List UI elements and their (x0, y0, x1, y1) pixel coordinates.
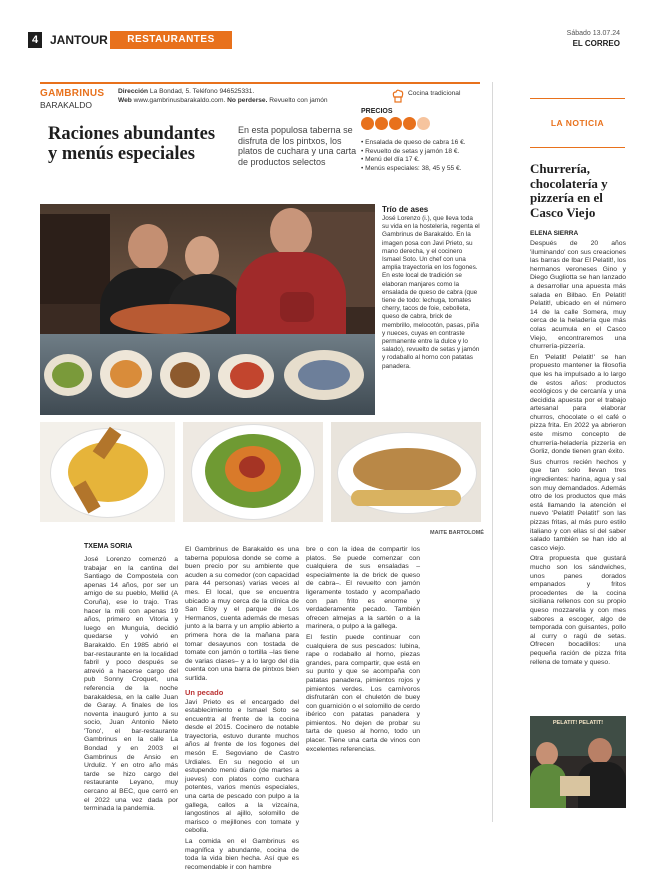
dish-photo-fish (331, 422, 481, 522)
issue-date: Sábado 13.07.24 (566, 30, 620, 37)
price-item: • Menús especiales: 38, 45 y 55 €. (361, 164, 462, 172)
caption-text: José Lorenzo (i.), que lleva toda su vida en la hostelería, regenta el Gambrinus de Barakaldo. En la imagen posa con Javi Prieto, su mano derecha, y el cocinero Ismael Soto. Un chef con una amplia trayectoria en los fogones. En este local de tradición se elaboran manjares como la ensalada de queso de cabra (que tiene de todo: lechuga, tomates cherry, tacos de foie, cebolleta, queso de cabra, brick de membrillo, melocotón, pasas, piña y nueces, cuyas en contraste permanente entre la dulce y lo salado), revuelto de setas y jamón y rodaballo al horno con patatas panadera. (382, 215, 480, 370)
main-photo (40, 204, 375, 415)
price-item: • Menú del día 17 €. (361, 156, 420, 163)
paragraph: Javi Prieto es el encargado del establecimiento e Ismael Soto se encuentra al frente de la cocina desde el 2015. Cocinero de notable trayectoria, estuvo durante muchos años al frente de los fogones del mesón E. Segoviano de Castro Urdiales. En su negocio el un estupendo menú diario (de martes a jueves) con platos como cuchara potentes, varios menús especiales, una carta de pescado con pulpo a la gallega, callos a la vizcaína, langostinos al ajillo, solomillo de marisco o mejillones con tomate y cebolla. (185, 698, 299, 835)
web-value[interactable]: www.gambrinusbarakaldo.com. (133, 97, 226, 104)
sidebar-body (530, 240, 626, 669)
section-title: JANTOUR (50, 33, 108, 47)
paragraph: La comida en el Gambrinus es magnífica y abundante, cocina de toda la vida bien hecha. Así que es recomendable ir con hambre (185, 838, 299, 871)
price-rating (361, 117, 481, 135)
euro-coin-icon (375, 117, 388, 130)
subheading: Un pecado (185, 687, 224, 697)
article-column-3 (306, 546, 420, 756)
section-tag: RESTAURANTES (110, 31, 232, 49)
paragraph: En 'Pelatit! Pelatit!' se han propuesto mantener la filosofía que les ha impulsado a lo largo de estos años: productos ecológicos y de cercanía y una decidida apuesta por el trabajo artesanal para elaborar churros, chocolate o el café o pizza frita. En 2022 ya abrieron este mismo concepto de churrería-heladería pizzería en Gorliz, donde tienen gran éxito. (530, 353, 626, 456)
address-value: La Bondad, 5. Teléfono 946525331. (149, 88, 255, 95)
chef-hat-icon (392, 89, 404, 105)
price-item: • Ensalada de queso de cabra 16 €. (361, 139, 466, 146)
sidebar-byline: ELENA SIERRA (530, 230, 579, 237)
sidebar-photo (530, 716, 626, 808)
paragraph: Otra propuesta que gustará mucho son los sándwiches, unos panes dorados empanados y fritos procedentes de la cocina siciliana rellenos con su propio queso mozzarella y con mes sabores a escoger, algo de temporada con guisantes, pollo al curry o ragú de setas. Ofrecen bocadillos: una pequeña ración de pizza frita rellena de tomate y queso. (530, 555, 626, 666)
prices-box (361, 108, 481, 173)
sidebar-label-box (530, 98, 625, 148)
paragraph: Después de 20 años 'iluminando' con sus creaciones las barras de Ibar El Pelatit!, los hermanos veroneses Gino y Diego Gugliotta se han lanzado a desarrollar una apuesta más salada en Bilbao. En Pelatit! Pelatit!, ubicado en el número 14 de la calle Somera, muy cerca de la heladería que más colas acumula en el Casco Viejo, encontraremos una churrería-pizzería. (530, 240, 626, 351)
prices-label: PRECIOS (361, 108, 393, 115)
byline: TXEMA SORIA (84, 543, 133, 550)
paragraph: El festín puede continuar con cualquiera de sus pescados: lubina, rape o rodaballo al horno, piezas grandes, para compartir, que está en su punto y que se acompaña con patatas panadera, pimientos rojos y pimientos verdes. Los carnívoros disfrutarán con el chuletón de buey con guarnición o el solomillo de cerdo ibérico con patatas panadera y pimientos. No dejen de probar su tarta de queso al horno, todo un placer. Tiene una carta de vinos con excelentes referencias. (306, 633, 420, 753)
web-label: Web (118, 97, 132, 104)
dish-photo-revuelto (40, 422, 175, 522)
deck: En esta populosa taberna se disfruta de los pintxos, los platos de cuchara y una carta de productos selectos (238, 125, 357, 167)
cuisine-type: Cocina tradicional (408, 90, 461, 97)
euro-coin-icon (361, 117, 374, 130)
paragraph: bre o con la idea de compartir los platos. Se puede comenzar con cualquiera de sus ensaladas –especialmente la de brick de queso de cabra–. El revuelto con jamón ligeramente tostado y acompañado con pan frito es enorme y verdaderamente pecado. También ofrecen almejas a la sartén o a la marinera, o pulpo a la gallega. (306, 546, 420, 631)
address-label: Dirección (118, 88, 149, 95)
restaurant-name: GAMBRINUS (40, 88, 105, 99)
headline: Raciones abundantes y menús especiales (48, 124, 216, 164)
paragraph: Sus churros recién hechos y que tan solo llevan tres ingredientes: harina, agua y sal son muy demandados. Además otro de los productos que más está llamando la atención el nuevo 'Pelatit! Pelatit!' son las pizzas fritas, al más puro estilo italiano y con ellas sí del saber salado también se han ido al casco viejo. (530, 458, 626, 552)
sidebar-rule (492, 82, 493, 822)
article-column-2 (185, 546, 299, 874)
paragraph: José Lorenzo comenzó a trabajar en la cantina del Santiago de Compostela con apenas 14 años, por ser un amigo de su pueblo, Mellid (A Coruña), ese lo trajo. Tras hacer la mili con apenas 19 años, primero en Vitoria y luego en Munguía, decidió quedarse y volvió en Barakaldo. En 1985 abrió el bar-restaurante en la localidad fabril y poco después se atrevió a hacerse cargo del pub Sonny Croquet, una referencia de la noche barakaldesa, en la calle Juan de Garay. A finales de los noventa inauguró junto a su socio, Juan Antonio Nieto 'Tono', el bar-restaurante Gambrinus en la calle La Bondad y en 2003 el Gambrinus de Ansio en Urduliz. Y en otro año más tarde se hizo cargo del restaurante Leyano, muy cercano al BEC, que cerró en el 2022 una vez dada por terminada la pandemia. (84, 556, 178, 813)
article-column-1 (84, 556, 178, 816)
restaurant-city: BARAKALDO (40, 100, 92, 110)
page-number: 4 (28, 32, 42, 48)
sidebar-label: LA NOTICIA (550, 118, 605, 128)
tip-label: No perderse. (227, 97, 268, 104)
web-line (118, 97, 378, 106)
photo-caption (382, 205, 480, 371)
price-item: • Revuelto de setas y jamón 18 €. (361, 147, 460, 155)
shop-sign: PELATIT! PELATIT! (552, 720, 604, 726)
euro-coin-icon (417, 117, 430, 130)
paragraph: El Gambrinus de Barakaldo es una taberna populosa donde se come a buen precio por su ambiente que acuden a su comedor (con capacidad para 44 personas) varias veces al mes. El local, que se encuentra ubicado a muy cerca de la clínica de San Eloy y el parque de Los Hermanos, cuenta además de mesas junto a la barra y un amplio abierto a primera hora de la mañana para tomar desayunos con tostada de tomate con jamón o tortilla –las tiene de varias clases– y a lo largo del día cuenta con una barra de pintxos bien surtida. (185, 546, 299, 682)
caption-title: Trío de ases (382, 205, 429, 214)
tip-value: Revuelto con jamón (269, 97, 328, 104)
dish-photo-salad (183, 422, 323, 522)
euro-coin-icon (389, 117, 402, 130)
page-header (28, 30, 620, 52)
euro-coin-icon (403, 117, 416, 130)
sidebar-headline: Churrería, chocolatería y pizzería en el Casco Viejo (530, 161, 608, 220)
newspaper-name: EL CORREO (572, 39, 620, 48)
photo-credit: MAITE BARTOLOMÉ (430, 530, 484, 536)
address-line (118, 88, 358, 97)
